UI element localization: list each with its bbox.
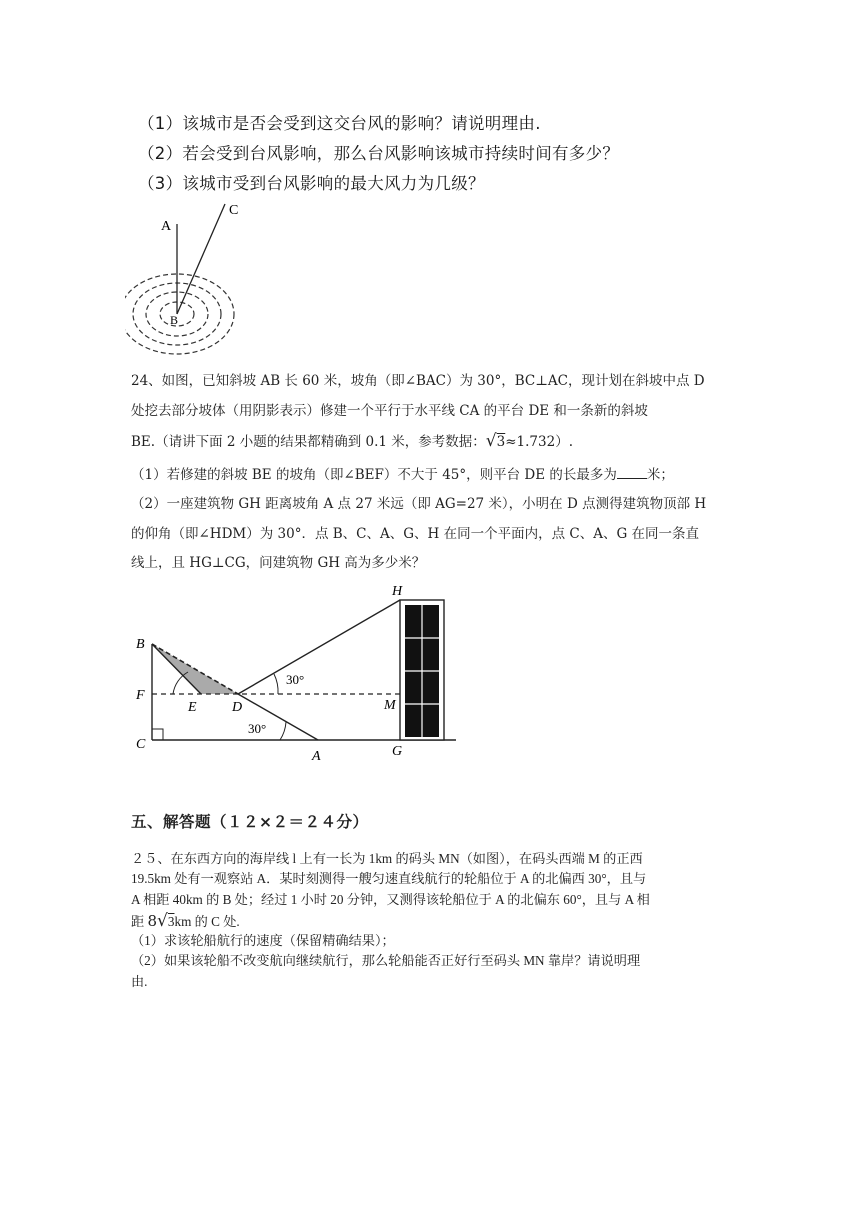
q25-sub2-line2: 由.	[131, 974, 148, 989]
label-f: F	[136, 688, 145, 703]
sqrt-sign: √	[157, 911, 168, 931]
q24-line1: 24、如图，已知斜坡 AB 长 60 米，坡角（即∠BAC）为 30°，BC⊥AC，现计划在斜坡中点 D	[131, 373, 705, 389]
q25-sub1: （1）求该轮船航行的速度（保留精确结果）；	[131, 933, 395, 948]
label-c: C	[136, 737, 146, 752]
label-c: C	[229, 203, 239, 218]
line-dh	[238, 600, 400, 694]
right-angle-marker	[152, 729, 163, 740]
q23-sub1: （1）该城市是否会受到这交台风的影响？请说明理由.	[138, 114, 541, 133]
typhoon-ring-4	[125, 274, 234, 354]
q25-sub2-line1: （2）如果该轮船不改变航向继续航行，那么轮船能否正好行至码头 MN 靠岸？请说明理	[131, 953, 641, 968]
label-g: G	[392, 744, 403, 759]
q23-sub2: （2）若会受到台风影响，那么台风影响该城市持续时间有多少？	[138, 144, 620, 163]
angle-arc-hdm	[274, 674, 278, 694]
q24-line2: 处挖去部分坡体（用阴影表示）修建一个平行于水平线 CA 的平台 DE 和一条新的斜坡	[131, 403, 648, 419]
label-a: A	[312, 749, 321, 764]
typhoon-figure	[125, 196, 265, 358]
section-heading: 五、解答题（１２×２＝２４分）	[131, 813, 369, 831]
label-b: B	[170, 313, 179, 327]
label-b: B	[136, 637, 145, 652]
q24-line3: BE.（请讲下面 2 小题的结果都精确到 0.1 米，参考数据：√3≈1.732）.	[131, 431, 573, 451]
label-m: M	[384, 698, 396, 713]
label-h: H	[392, 584, 403, 599]
q24-sub2-line2: 的仰角（即∠HDM）为 30°．点 B、C、A、G、H 在同一个平面内，点 C、A、G 在同一条直	[131, 526, 700, 542]
q24-sub2-line1: （2）一座建筑物 GH 距离坡角 A 点 27 米远（即 AG=27 米），小明在 D 点测得建筑物顶部 H	[131, 496, 707, 512]
angle-arc-bac	[280, 722, 286, 740]
label-d: D	[232, 700, 243, 715]
angle-label-top: 30°	[286, 672, 305, 687]
label-e: E	[188, 700, 197, 715]
line-bc	[177, 204, 225, 314]
angle-label-bottom: 30°	[248, 721, 267, 736]
q24-sub2-line3: 线上，且 HG⊥CG，问建筑物 GH 高为多少米？	[131, 555, 426, 571]
q24-sub1: （1）若修建的斜坡 BE 的坡角（即∠BEF）不大于 45°，则平台 DE 的长最多为 米；	[131, 467, 674, 483]
q25-line3: A 相距 40km 的 B 处；经过 1 小时 20 分钟，又测得该轮船位于 A 的北偏东 60°，且与 A 相	[131, 892, 650, 907]
q25-line1: ２５、在东西方向的海岸线 l 上有一长为 1km 的码头 MN（如图），在码头西端 M 的正西	[131, 851, 643, 866]
label-a: A	[161, 219, 172, 234]
q25-line2: 19.5km 处有一观察站 A．某时刻测得一艘匀速直线航行的轮船位于 A 的北偏西 30°，且与	[131, 871, 647, 886]
q23-sub3: （3）该城市受到台风影响的最大风力为几级？	[138, 174, 485, 193]
answer-blank	[617, 466, 647, 479]
slope-building-figure	[128, 580, 460, 764]
q25-line4: 距 8√3km 的 C 处.	[131, 911, 240, 931]
sqrt-sign: √	[485, 431, 497, 451]
